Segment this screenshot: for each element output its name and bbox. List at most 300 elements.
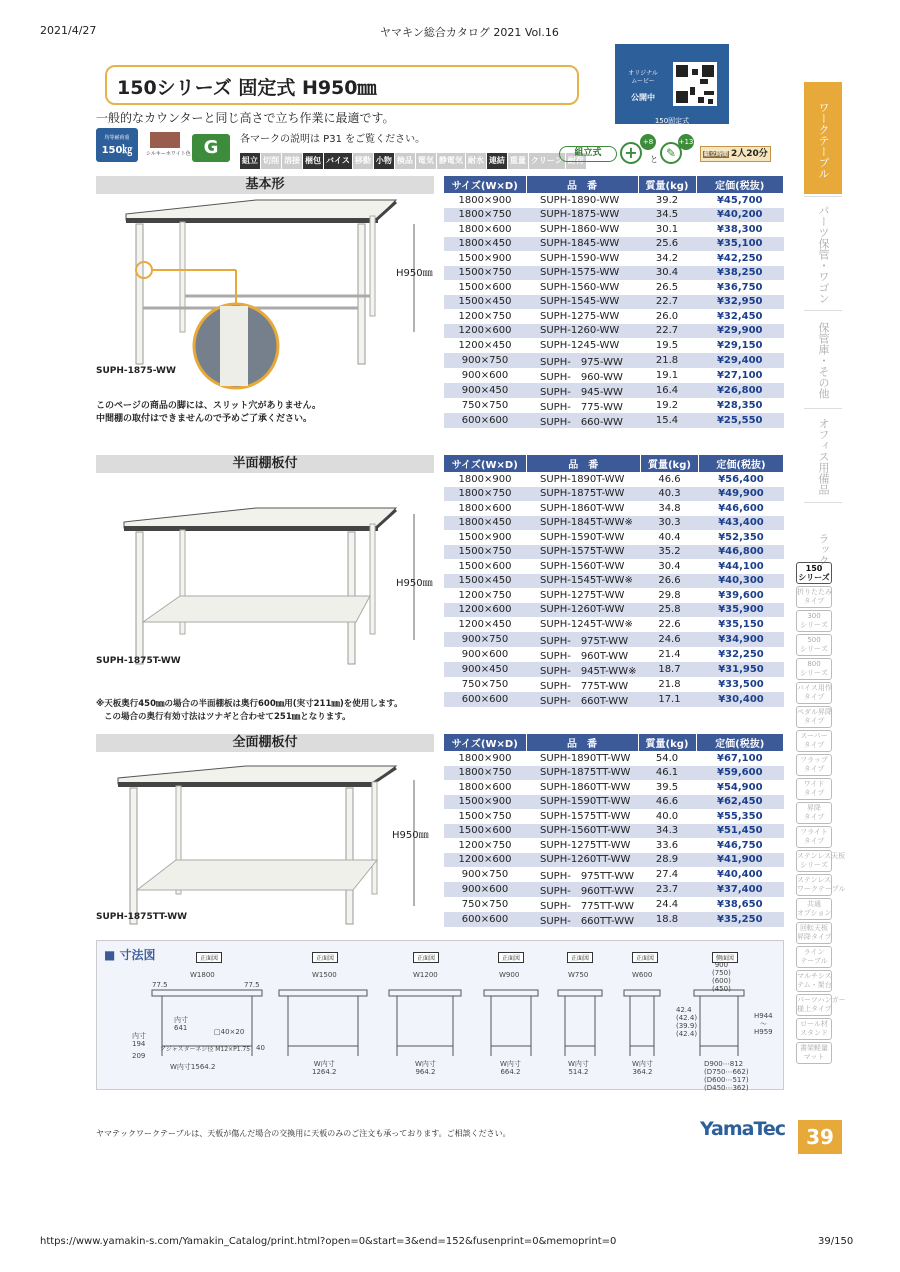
weight-cell: 46.6 [658, 473, 681, 485]
green-g-icon: G [192, 134, 230, 162]
print-date: 2021/4/27 [40, 24, 97, 37]
weight-cell: 29.8 [658, 589, 681, 601]
weight-cell: 22.6 [658, 618, 681, 630]
size-cell: 1200×750 [458, 839, 512, 851]
brand-logo: YamaTec [700, 1118, 786, 1140]
dim-inner-width: W内寸 514.2 [568, 1060, 589, 1076]
weight-cell: 40.3 [640, 487, 698, 502]
table-row [444, 766, 784, 781]
table-row [444, 647, 784, 662]
weight-cell: 26.0 [655, 310, 679, 322]
sidebar-tab[interactable]: ラック [804, 502, 842, 592]
plus-count-1: +8 [640, 134, 656, 150]
size-cell: 1500×900 [458, 252, 512, 264]
model-cell: SUPH- 960-WW [540, 371, 623, 383]
table-row [444, 413, 784, 428]
size-cell: 1800×900 [458, 752, 512, 764]
price-cell: ¥49,900 [698, 487, 783, 502]
weight-cell: 30.4 [638, 266, 696, 281]
price-cell: ¥34,900 [698, 632, 783, 647]
weight-cell: 25.8 [640, 603, 698, 618]
sidebar-tab[interactable]: オフィス用備品 [804, 408, 842, 500]
dim-inner-height: 内寸 641 [174, 1016, 188, 1032]
table-row [444, 574, 784, 589]
dimension-title: ■ 寸法図 [104, 948, 156, 962]
weight-cell: 22.7 [638, 324, 696, 339]
movie-panel[interactable] [615, 44, 729, 124]
sidebar-subitem[interactable]: ステンレス ワークテーブル [796, 874, 832, 896]
price-cell: ¥35,250 [696, 912, 783, 927]
model-cell: SUPH-1275T-WW [540, 589, 625, 601]
dim-margin-left: 77.5 [152, 981, 168, 989]
price-cell: ¥35,150 [718, 618, 764, 630]
height-label-half: H950㎜ [396, 578, 433, 589]
page-number: 39 [798, 1120, 842, 1154]
sidebar-subitem[interactable]: パーツハンガー 様上タイプ [796, 994, 832, 1016]
side-top-height: 42.4 (42.4) (39.9) (42.4) [676, 1006, 698, 1038]
feature-badge: 溶接 [282, 153, 302, 169]
table-row [444, 603, 784, 618]
dim-w-0: W1800 [190, 971, 215, 979]
sidebar-subitem[interactable]: 書架軽量 マット [796, 1042, 832, 1064]
price-cell: ¥41,900 [696, 853, 783, 868]
size-cell: 750×750 [461, 399, 509, 411]
sidebar-subitem[interactable]: 150 シリーズ [796, 562, 832, 584]
model-cell: SUPH-1245T-WW※ [540, 618, 633, 630]
weight-cell: 17.1 [640, 692, 698, 707]
table-row [444, 588, 784, 603]
price-cell: ¥26,800 [696, 383, 784, 398]
dim-adjuster: アジャスターネジ径 M12×P1.75 [160, 1046, 251, 1053]
model-cell: SUPH-1875T-WW [526, 487, 640, 502]
feature-badge: 重量 [508, 153, 528, 169]
section-title-half-shelf: 半面棚板付 [96, 455, 434, 473]
table-row [444, 780, 784, 795]
table-row [444, 193, 784, 208]
price-cell: ¥42,250 [716, 252, 763, 264]
weight-cell: 23.7 [638, 882, 696, 897]
size-cell: 750×750 [461, 678, 509, 690]
model-cell: SUPH-1890-WW [540, 194, 620, 206]
model-cell: SUPH-1560T-WW [540, 560, 625, 572]
model-cell: SUPH-1545-WW [526, 295, 638, 310]
table-row [444, 632, 784, 647]
size-cell: 900×750 [444, 353, 526, 368]
sidebar-subitem[interactable]: 昇降 タイプ [796, 802, 832, 824]
table-row [444, 882, 784, 897]
price-cell: ¥40,200 [696, 208, 784, 223]
table-row [444, 251, 784, 266]
size-cell: 1500×450 [444, 295, 526, 310]
table-row [444, 383, 784, 398]
view-label: 正面図 [632, 952, 658, 963]
price-table-basic: サイズ(W×D) 品 番 質量(kg) 定価(税抜) 1800×900 SUPH-1890-WW 39.2 ¥45,700 1800×750 SUPH-1875-WW 34.5 ¥40,200 1800×600 SUPH-1860-WW 30.1 ¥38,300 1800×450 SUPH-1845-WW 25.6 ¥35,100 1500×900 SUPH-1590-WW 34.2 ¥42,250 1500×750 SUPH-1575-WW 30.4 ¥38,250 1500×600 SUPH-1560-WW 26.5 ¥36,750 1500×450 SUPH-1545-WW 22.7 ¥32,950 1200×750 SUPH-1275-WW 26.0 ¥32,450 1200×600 SUPH-1260-WW 22.7 ¥29,900 1200×450 SUPH-1245-WW 19.5 ¥29,150 900×750 SUPH- 975-WW 21.8 ¥29,400 900×600 SUPH- 960-WW 19.1 ¥27,100 900×450 SUPH- 945-WW 16.4 ¥26,800 750×750 SUPH- 775-WW 19.2 ¥28,350 600×600 SUPH- 660-WW 15.4 ¥25,550 [444, 176, 784, 428]
mark-note: 各マークの説明は P31 をご覧ください。 [240, 134, 426, 145]
price-cell: ¥28,350 [716, 399, 763, 411]
sidebar-subitem[interactable]: マルチシス テム・架台 [796, 970, 832, 992]
size-cell: 1200×450 [458, 339, 512, 351]
weight-cell: 25.6 [638, 237, 696, 252]
size-cell: 900×450 [444, 383, 526, 398]
table-row [444, 692, 784, 707]
size-cell: 1200×600 [444, 853, 526, 868]
price-cell: ¥35,900 [698, 603, 783, 618]
size-cell: 1200×750 [458, 589, 512, 601]
price-cell: ¥54,900 [716, 781, 763, 793]
weight-cell: 19.1 [655, 369, 679, 381]
weight-cell: 26.5 [655, 281, 679, 293]
table-row [444, 398, 784, 413]
table-row [444, 677, 784, 692]
table-row [444, 338, 784, 353]
dim-w-3: W900 [499, 971, 520, 979]
size-cell: 600×600 [444, 912, 526, 927]
size-cell: 1500×600 [458, 560, 512, 572]
weight-cell: 34.2 [655, 252, 679, 264]
price-cell: ¥59,600 [696, 766, 783, 781]
dim-w-4: W750 [568, 971, 589, 979]
dim-inner-0: W内寸1564.2 [170, 1063, 216, 1071]
model-cell: SUPH-1590T-WW [540, 531, 625, 543]
print-url[interactable]: https://www.yamakin-s.com/Yamakin_Catalog/print.html?open=0&start=3&end=152&fusenprint=0&memoprint=0 [40, 1236, 617, 1247]
sidebar-subitem[interactable]: ワイド タイプ [796, 778, 832, 800]
dim-194: 内寸 194 [132, 1032, 146, 1048]
view-label: 側面図 [712, 952, 738, 963]
weight-cell: 22.7 [638, 295, 696, 310]
price-table-half-shelf: サイズ(W×D) 品 番 質量(kg) 定価(税抜) 1800×900 SUPH-1890T-WW 46.6 ¥56,400 1800×750 SUPH-1875T-WW 40.3 ¥49,900 1800×600 SUPH-1860T-WW 34.8 ¥46,600 1800×450 SUPH-1845T-WW※ 30.3 ¥43,400 1500×900 SUPH-1590T-WW 40.4 ¥52,350 1500×750 SUPH-1575T-WW 35.2 ¥46,800 1500×600 SUPH-1560T-WW 30.4 ¥44,100 1500×450 SUPH-1545T-WW※ 26.6 ¥40,300 1200×750 SUPH-1275T-WW 29.8 ¥39,600 1200×600 SUPH-1260T-WW 25.8 ¥35,900 1200×450 SUPH-1245T-WW※ 22.6 ¥35,150 900×750 SUPH- 975T-WW 24.6 ¥34,900 900×600 SUPH- 960T-WW 21.4 ¥32,250 900×450 SUPH- 945T-WW※ 18.7 ¥31,950 750×750 SUPH- 775T-WW 21.8 ¥33,500 600×600 SUPH- 660T-WW 17.1 ¥30,400 [444, 455, 784, 707]
size-cell: 1800×900 [458, 194, 512, 206]
section-title-full-shelf: 全面棚板付 [96, 734, 434, 752]
weight-cell: 39.5 [655, 781, 679, 793]
qr-code-icon [673, 62, 717, 106]
size-cell: 600×600 [444, 413, 526, 428]
dim-pipe: □40×20 [214, 1028, 245, 1036]
price-cell: ¥25,550 [696, 413, 784, 428]
wrench-icon: ✎ [660, 142, 682, 164]
price-cell: ¥38,250 [696, 266, 784, 281]
size-cell: 1200×600 [444, 324, 526, 339]
sidebar-tab[interactable]: ワークテーブル [804, 82, 842, 194]
plus-icon: + [620, 142, 642, 164]
price-cell: ¥51,450 [696, 824, 783, 839]
size-cell: 1500×750 [444, 545, 526, 560]
size-cell: 900×600 [444, 882, 526, 897]
price-cell: ¥40,300 [698, 574, 783, 589]
view-label: 正面図 [567, 952, 593, 963]
table-row [444, 222, 784, 237]
table-row [444, 795, 784, 810]
model-cell: SUPH-1560TT-WW [526, 824, 638, 839]
price-cell: ¥40,400 [716, 869, 763, 880]
price-cell: ¥35,100 [696, 237, 784, 252]
weight-cell: 54.0 [655, 752, 679, 764]
feature-badge: 組立 [240, 153, 260, 169]
price-cell: ¥46,800 [698, 545, 783, 560]
table-row [444, 309, 784, 324]
table-row [444, 280, 784, 295]
price-cell: ¥39,600 [718, 589, 764, 601]
weight-cell: 21.8 [658, 678, 681, 690]
table-row [444, 559, 784, 574]
table-row [444, 824, 784, 839]
weight-cell: 46.1 [638, 766, 696, 781]
table-row [444, 853, 784, 868]
side-inner-depth: D900⋯812 (D750⋯662) (D600⋯517) (D450⋯362) [704, 1060, 749, 1092]
feature-badge: 切削 [261, 153, 281, 169]
sidebar-subitem[interactable]: 800 シリーズ [796, 658, 832, 680]
size-cell: 1200×450 [458, 618, 512, 630]
size-cell: 1800×750 [444, 208, 526, 223]
model-cell: SUPH- 660-WW [526, 413, 638, 428]
half-shelf-table-illustration [96, 500, 434, 670]
table-row [444, 867, 784, 882]
size-cell: 1500×750 [458, 810, 512, 822]
table-row [444, 266, 784, 281]
size-cell: 1800×450 [444, 237, 526, 252]
model-cell: SUPH-1875-WW [526, 208, 638, 223]
model-label-full: SUPH-1875TT-WW [96, 912, 188, 922]
model-cell: SUPH- 660T-WW [526, 692, 640, 707]
sidebar-subitem[interactable]: ペダル昇降 タイプ [796, 706, 832, 728]
model-cell: SUPH- 775TT-WW [540, 901, 635, 912]
catalog-title: ヤマキン総合カタログ 2021 Vol.16 [380, 26, 559, 39]
sidebar-subitem[interactable]: 折りたたみ タイプ [796, 586, 832, 608]
note-half-shelf: ※天板奥行450㎜の場合の半面棚板は奥行600㎜用(実寸211㎜)を使用します。 この場合の奥行有効寸法はツナギと合わせて251㎜となります。 [96, 699, 403, 722]
price-cell: ¥43,400 [698, 516, 783, 531]
note-slit: このページの商品の脚には、スリット穴がありません。 中間棚の取付はできませんので予めご了承ください。 [96, 401, 322, 424]
weight-cell: 46.6 [638, 795, 696, 810]
model-cell: SUPH-1860-WW [540, 223, 620, 235]
movie-caption: 150固定式 [654, 117, 690, 125]
side-depth: 900 (750) (600) (450) [712, 961, 731, 993]
model-label-half: SUPH-1875T-WW [96, 656, 181, 666]
size-cell: 900×750 [444, 632, 526, 647]
feature-badge: クリーン [529, 153, 565, 169]
model-cell: SUPH- 945T-WW※ [526, 662, 640, 677]
weight-cell: 30.3 [640, 516, 698, 531]
sidebar-subitem[interactable]: 共通 オプション [796, 898, 832, 920]
price-cell: ¥67,100 [716, 752, 763, 764]
dim-w-2: W1200 [413, 971, 438, 979]
size-cell: 1200×600 [444, 603, 526, 618]
price-cell: ¥36,750 [716, 281, 763, 293]
color-label: シルキーホワイト色 [146, 151, 191, 157]
sidebar-subitem[interactable]: 300 シリーズ [796, 610, 832, 632]
price-cell: ¥37,400 [696, 882, 783, 897]
size-cell: 1800×750 [444, 487, 526, 502]
model-cell: SUPH-1545T-WW※ [526, 574, 640, 589]
weight-cell: 34.5 [638, 208, 696, 223]
price-cell: ¥38,650 [716, 899, 763, 910]
plus-count-2: +13 [678, 134, 694, 150]
price-table-full-shelf: サイズ(W×D) 品 番 質量(kg) 定価(税抜) 1800×900 SUPH-1890TT-WW 54.0 ¥67,100 1800×750 SUPH-1875TT-WW 46.1 ¥59,600 1800×600 SUPH-1860TT-WW 39.5 ¥54,900 1500×900 SUPH-1590TT-WW 46.6 ¥62,450 1500×750 SUPH-1575TT-WW 40.0 ¥55,350 1500×600 SUPH-1560TT-WW 34.3 ¥51,450 1200×750 SUPH-1275TT-WW 33.6 ¥46,750 1200×600 SUPH-1260TT-WW 28.9 ¥41,900 900×750 SUPH- 975TT-WW 27.4 ¥40,400 900×600 SUPH- 960TT-WW 23.7 ¥37,400 750×750 SUPH- 775TT-WW 24.4 ¥38,650 600×600 SUPH- 660TT-WW 18.8 ¥35,250 [444, 734, 784, 927]
page-subtitle: 一般的なカウンターと同じ高さで立ち作業に最適です。 [96, 111, 395, 125]
model-cell: SUPH-1875TT-WW [526, 766, 638, 781]
dim-margin-right: 77.5 [244, 981, 260, 989]
table-row [444, 472, 784, 487]
size-cell: 1800×900 [458, 473, 512, 485]
model-cell: SUPH-1575-WW [526, 266, 638, 281]
dim-w-5: W600 [632, 971, 653, 979]
dim-inner-width: W内寸 664.2 [500, 1060, 521, 1076]
weight-cell: 30.1 [655, 223, 679, 235]
sidebar-subitem[interactable]: ロール材 スタンド [796, 1018, 832, 1040]
model-cell: SUPH-1275TT-WW [540, 839, 631, 851]
table-row [444, 368, 784, 383]
model-cell: SUPH- 975-WW [526, 353, 638, 368]
model-cell: SUPH-1575T-WW [526, 545, 640, 560]
height-label-basic: H950㎜ [396, 268, 433, 279]
dim-inner-width: W内寸 964.2 [415, 1060, 436, 1076]
sidebar-subitem[interactable]: フラップ タイプ [796, 754, 832, 776]
feature-badge: 静電気 [437, 153, 465, 169]
load-capacity-icon: 均等耐荷重 150㎏ [96, 128, 138, 162]
sidebar-subitem[interactable]: フライト タイプ [796, 826, 832, 848]
weight-cell: 19.5 [655, 339, 679, 351]
weight-cell: 26.6 [640, 574, 698, 589]
price-cell: ¥32,450 [716, 310, 763, 322]
sidebar-subitem[interactable]: スーパー タイプ [796, 730, 832, 752]
table-row [444, 545, 784, 560]
sidebar-subitem[interactable]: バイス用作 タイプ [796, 682, 832, 704]
model-cell: SUPH- 945-WW [526, 383, 638, 398]
price-cell: ¥32,250 [718, 648, 764, 660]
dim-209: 209 [132, 1052, 146, 1060]
page-count: 39/150 [818, 1236, 854, 1247]
model-cell: SUPH- 775T-WW [540, 680, 629, 692]
weight-cell: 24.6 [640, 632, 698, 647]
size-cell: 600×600 [444, 692, 526, 707]
feature-badge: 梱包 [303, 153, 323, 169]
price-cell: ¥27,100 [716, 369, 763, 381]
table-row [444, 324, 784, 339]
table-row [444, 516, 784, 531]
weight-cell: 18.8 [638, 912, 696, 927]
footer-note: ヤマテックワークテーブルは、天板が傷んだ場合の交換用に天板のみのご注文も承っております。ご相談ください。 [96, 1129, 511, 1138]
price-cell: ¥31,950 [698, 662, 783, 677]
table-row [444, 838, 784, 853]
model-cell: SUPH-1590TT-WW [526, 795, 638, 810]
model-cell: SUPH-1275-WW [540, 310, 620, 322]
sidebar-tab[interactable]: パーツ保管・ワゴン [804, 196, 842, 308]
movie-status: 公開中 [631, 93, 655, 102]
price-cell: ¥46,750 [716, 839, 763, 851]
feature-badge: 小物 [374, 153, 394, 169]
price-cell: ¥45,700 [716, 194, 763, 206]
price-cell: ¥29,900 [696, 324, 784, 339]
model-cell: SUPH-1260-WW [526, 324, 638, 339]
full-shelf-table-illustration [96, 760, 434, 930]
view-label: 正面図 [498, 952, 524, 963]
sidebar-subitem[interactable]: ライン テーブル [796, 946, 832, 968]
section-title-basic: 基本形 [96, 176, 434, 194]
weight-cell: 27.4 [655, 869, 679, 880]
weight-cell: 28.9 [638, 853, 696, 868]
model-cell: SUPH-1845T-WW※ [526, 516, 640, 531]
model-cell: SUPH-1575TT-WW [540, 810, 631, 822]
price-cell: ¥62,450 [696, 795, 783, 810]
weight-cell: 33.6 [655, 839, 679, 851]
feature-badge: 検品 [395, 153, 415, 169]
model-cell: SUPH- 775-WW [540, 401, 623, 413]
model-cell: SUPH-1560-WW [540, 281, 620, 293]
color-swatch-icon [150, 132, 180, 148]
size-cell: 1500×600 [444, 824, 526, 839]
size-cell: 1800×600 [458, 502, 512, 514]
model-cell: SUPH-1890T-WW [540, 473, 625, 485]
weight-cell: 34.8 [658, 502, 681, 514]
feature-badge: バイス [324, 153, 352, 169]
size-cell: 1200×750 [458, 310, 512, 322]
table-row [444, 237, 784, 252]
sidebar-subitem[interactable]: ステンレス天板 シリーズ [796, 850, 832, 872]
dim-w-1: W1500 [312, 971, 337, 979]
size-cell: 900×450 [444, 662, 526, 677]
view-label: 正面図 [413, 952, 439, 963]
model-cell: SUPH-1890TT-WW [540, 752, 631, 764]
table-row [444, 617, 784, 632]
size-cell: 1500×900 [444, 795, 526, 810]
side-height: H944 〜 H959 [754, 1012, 773, 1036]
model-cell: SUPH-1845-WW [526, 237, 638, 252]
size-cell: 1500×600 [458, 281, 512, 293]
price-cell: ¥29,150 [716, 339, 763, 351]
price-cell: ¥44,100 [718, 560, 764, 572]
dim-inner-width: W内寸 364.2 [632, 1060, 653, 1076]
size-cell: 1800×600 [458, 781, 512, 793]
feature-badges [240, 148, 587, 164]
sidebar-subitem[interactable]: 回転天板 昇降タイプ [796, 922, 832, 944]
height-label-full: H950㎜ [392, 830, 429, 841]
model-cell: SUPH- 975T-WW [526, 632, 640, 647]
dim-40: 40 [256, 1044, 265, 1052]
feature-badge: 移動 [353, 153, 373, 169]
model-cell: SUPH-1260TT-WW [526, 853, 638, 868]
weight-cell: 18.7 [640, 662, 698, 677]
table-row [444, 662, 784, 677]
table-row [444, 809, 784, 824]
model-cell: SUPH- 660TT-WW [526, 912, 638, 927]
table-row [444, 751, 784, 766]
assembly-badge: 組立式 [559, 146, 617, 162]
weight-cell: 16.4 [638, 383, 696, 398]
price-cell: ¥30,400 [698, 692, 783, 707]
price-cell: ¥33,500 [718, 678, 764, 690]
feature-badge: 連結 [487, 153, 507, 169]
weight-cell: 24.4 [655, 899, 679, 910]
sidebar-tab[interactable]: 保管庫・その他 [804, 310, 842, 406]
model-cell: SUPH-1260T-WW [526, 603, 640, 618]
feature-badge: 耐荷 [566, 153, 586, 169]
view-label: 正面図 [196, 952, 222, 963]
weight-cell: 21.8 [638, 353, 696, 368]
table-row [444, 295, 784, 310]
weight-cell: 40.4 [658, 531, 681, 543]
weight-cell: 35.2 [640, 545, 698, 560]
table-row [444, 487, 784, 502]
price-cell: ¥56,400 [718, 473, 764, 485]
model-cell: SUPH-1860TT-WW [540, 781, 631, 793]
size-cell: 1800×600 [458, 223, 512, 235]
model-cell: SUPH- 975TT-WW [540, 871, 635, 882]
price-cell: ¥55,350 [716, 810, 763, 822]
size-cell: 900×600 [461, 648, 509, 660]
sidebar-subitem[interactable]: 500 シリーズ [796, 634, 832, 656]
weight-cell: 15.4 [638, 413, 696, 428]
size-cell: 750×750 [461, 899, 509, 910]
price-cell: ¥52,350 [718, 531, 764, 543]
size-cell: 1800×750 [444, 766, 526, 781]
